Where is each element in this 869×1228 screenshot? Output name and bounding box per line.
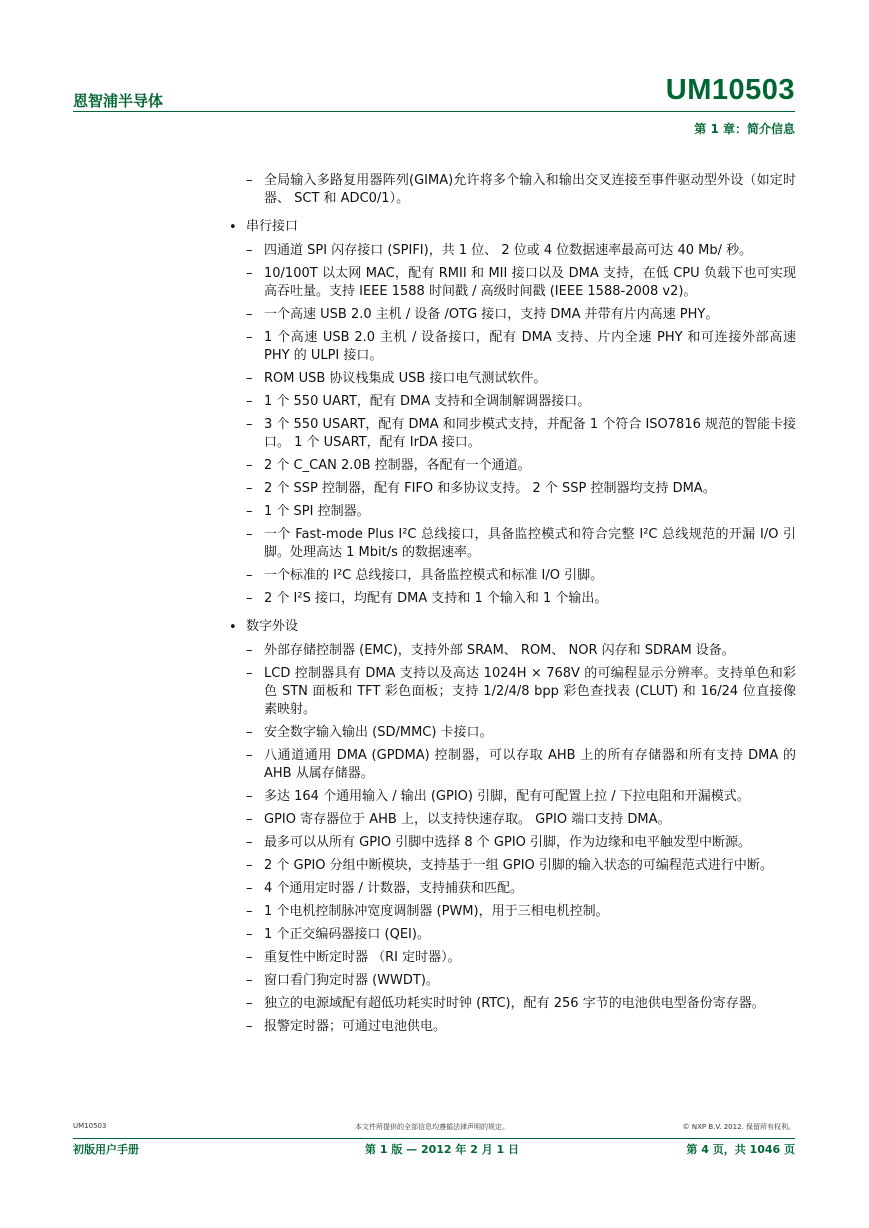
page-content	[226, 172, 796, 1046]
list-item: – 3 个 550 USART，配有 DMA 和同步模式支持，并配备 1 个符合 ISO7816 规范的智能卡接口。 1 个 USART，配有 IrDA 接口。	[246, 417, 796, 450]
header-doc-id: UM10503	[665, 74, 795, 106]
list-item: – 1 个电机控制脉冲宽度调制器 (PWM)，用于三相电机控制。	[246, 904, 609, 919]
list-item: – 1 个高速 USB 2.0 主机 / 设备接口，配有 DMA 支持、片内全速 PHY 和可连接外部高速 PHY 的 ULPI 接口。	[246, 330, 796, 363]
list-item: – 全局输入多路复用器阵列(GIMA)允许将多个输入和输出交叉连接至事件驱动型外设（如定时器、 SCT 和 ADC0/1）。	[246, 173, 796, 206]
list-item: – 2 个 C_CAN 2.0B 控制器，各配有一个通道。	[246, 458, 531, 473]
list-item: – 2 个 SSP 控制器，配有 FIFO 和多协议支持。 2 个 SSP 控制器均支持 DMA。	[246, 481, 716, 496]
header-rule	[73, 111, 795, 112]
list-item: – 重复性中断定时器 （RI 定时器）。	[246, 950, 461, 965]
list-item: – 1 个 SPI 控制器。	[246, 504, 370, 519]
list-item: – 多达 164 个通用输入 / 输出 (GPIO) 引脚，配有可配置上拉 / 下拉电阻和开漏模式。	[246, 789, 750, 804]
bullet-icon: •	[229, 620, 237, 635]
list-item: – 2 个 I²S 接口，均配有 DMA 支持和 1 个输入和 1 个输出。	[246, 591, 608, 606]
list-item: – 窗口看门狗定时器 (WWDT)。	[246, 973, 439, 988]
footer-version: 第 1 版 — 2012 年 2 月 1 日	[365, 1143, 520, 1156]
list-item: – 1 个 550 UART，配有 DMA 支持和全调制解调器接口。	[246, 394, 591, 409]
list-item: – LCD 控制器具有 DMA 支持以及高达 1024H × 768V 的可编程显示分辨率。支持单色和彩色 STN 面板和 TFT 彩色面板；支持 1/2/4/8 bpp 彩色查找表 (CLUT) 和 16/24 位直接像素映射。	[246, 666, 796, 717]
footer-manual: 初版用户手册	[73, 1143, 139, 1156]
serial-list	[246, 242, 796, 608]
bullet-list	[226, 218, 796, 1036]
list-item: – 独立的电源域配有超低功耗实时时钟 (RTC)，配有 256 字节的电池供电型备份寄存器。	[246, 996, 765, 1011]
list-item: – 1 个正交编码器接口 (QEI)。	[246, 927, 430, 942]
list-item: – 一个 Fast-mode Plus I²C 总线接口，具备监控模式和符合完整 I²C 总线规范的开漏 I/O 引脚。处理高达 1 Mbit/s 的数据速率。	[246, 527, 796, 560]
list-item: – 最多可以从所有 GPIO 引脚中选择 8 个 GPIO 引脚，作为边缘和电平触发型中断源。	[246, 835, 752, 850]
list-item: – 4 个通用定时器 / 计数器，支持捕获和匹配。	[246, 881, 524, 896]
intro-list	[246, 172, 796, 208]
footer-doc-id: UM10503	[73, 1122, 107, 1130]
list-item: – 安全数字输入输出 (SD/MMC) 卡接口。	[246, 725, 493, 740]
list-item: – GPIO 寄存器位于 AHB 上，以支持快速存取。 GPIO 端口支持 DMA。	[246, 812, 671, 827]
list-item: – 一个标准的 I²C 总线接口，具备监控模式和标准 I/O 引脚。	[246, 568, 604, 583]
footer-page-number: 第 4 页，共 1046 页	[686, 1143, 795, 1156]
list-item: – 报警定时器；可通过电池供电。	[246, 1019, 447, 1034]
footer-copyright: © NXP B.V. 2012. 保留所有权利。	[682, 1123, 795, 1131]
header-chapter: 第 1 章：简介信息	[694, 122, 795, 136]
list-item: – 10/100T 以太网 MAC，配有 RMII 和 MII 接口以及 DMA 支持，在低 CPU 负载下也可实现高吞吐量。支持 IEEE 1588 时间戳 / 高级时间戳 (IEEE 1588-2008 v2)。	[246, 266, 796, 299]
list-item: – 外部存储控制器 (EMC)，支持外部 SRAM、 ROM、 NOR 闪存和 SDRAM 设备。	[246, 643, 735, 658]
list-item: – 四通道 SPI 闪存接口 (SPIFI)，共 1 位、 2 位或 4 位数据速率最高可达 40 Mb/ 秒。	[246, 243, 753, 258]
list-item: – 一个高速 USB 2.0 主机 / 设备 /OTG 接口，支持 DMA 并带有片内高速 PHY。	[246, 307, 719, 322]
header-company: 恩智浦半导体	[73, 92, 164, 110]
list-item: – ROM USB 协议栈集成 USB 接口电气测试软件。	[246, 371, 547, 386]
list-item: – 2 个 GPIO 分组中断模块，支持基于一组 GPIO 引脚的输入状态的可编程范式进行中断。	[246, 858, 773, 873]
list-item: – 八通道通用 DMA (GPDMA) 控制器，可以存取 AHB 上的所有存储器和所有支持 DMA 的 AHB 从属存储器。	[246, 748, 796, 781]
section-digital	[226, 618, 796, 1036]
digital-list	[246, 642, 796, 1036]
section-serial	[226, 218, 796, 608]
section-title: 数字外设	[246, 619, 299, 634]
footer-notice: 本文件所提供的全部信息均遵循法律声明的规定。	[355, 1123, 509, 1131]
section-title: 串行接口	[246, 219, 299, 234]
bullet-icon: •	[229, 220, 237, 235]
footer-rule	[73, 1138, 795, 1139]
